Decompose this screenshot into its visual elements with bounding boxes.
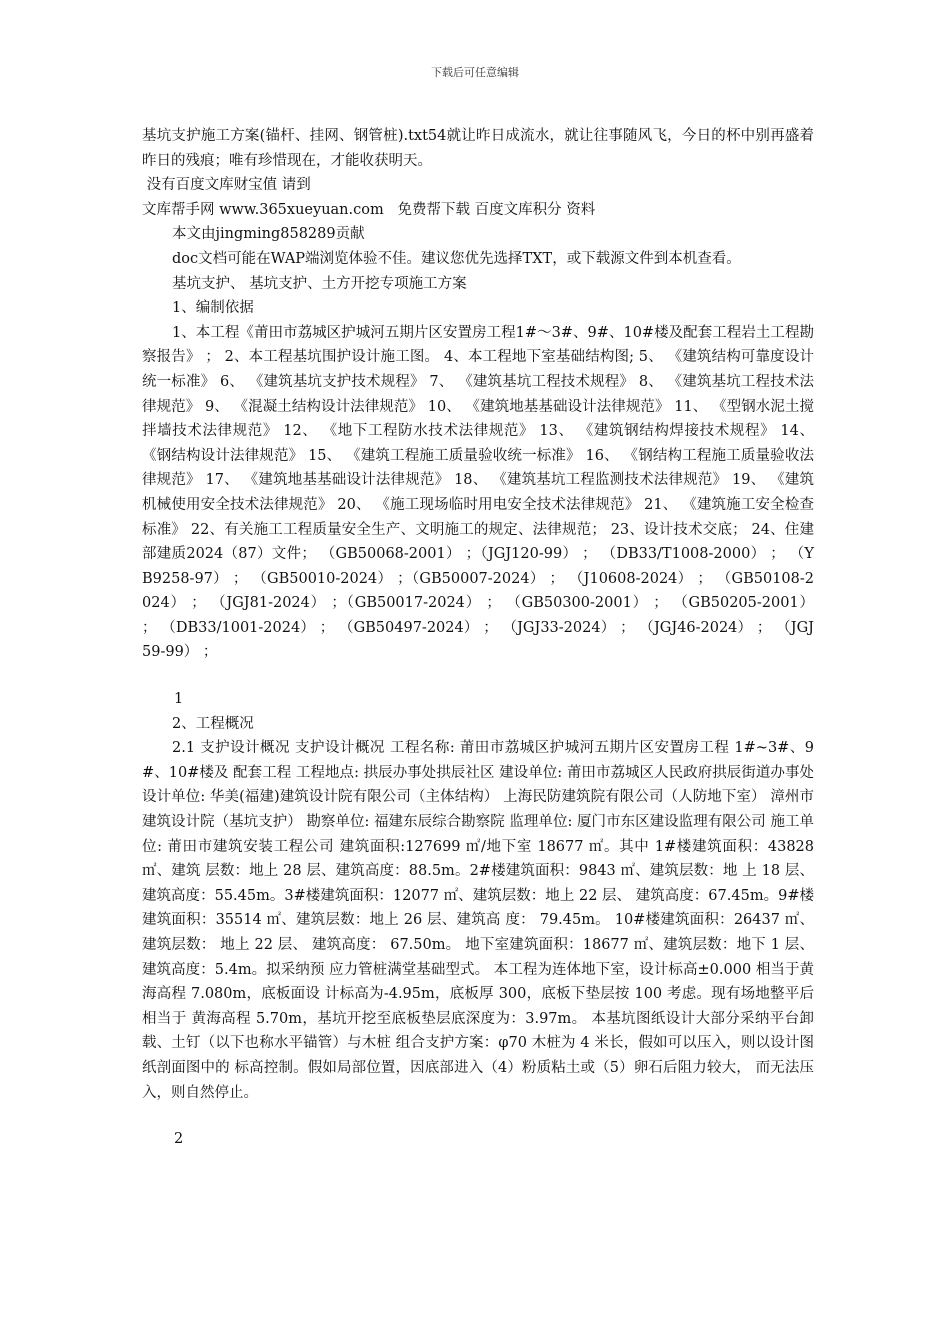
intro-paragraph: 基坑支护施工方案(锚杆、挂网、钢管桩).txt54就让昨日成流水，就让往事随风飞，今日的杯中别再盛着昨日的残痕；唯有珍惜现在，才能收获明天。 bbox=[142, 128, 814, 169]
page-header: 下载后可任意编辑 bbox=[431, 66, 519, 79]
doc-notice: doc文档可能在WAP端浏览体验不佳。建议您优先选择TXT，或下载源文件到本机查看。 bbox=[172, 250, 741, 267]
section-heading-basis: 1、编制依据 bbox=[172, 300, 254, 317]
page-number: 1 bbox=[174, 691, 184, 708]
basis-list-paragraph: 1、本工程《莆田市荔城区护城河五期片区安置房工程1#～3#、9#、10#楼及配套工程岩土工程勘察报告》 ； 2、本工程基坑围护设计施工图。 4、本工程地下室基础结构图; 5、 《建筑结构可靠度设计统一标准》 6、 《建筑基坑支护技术规程》 7、 《建筑基坑工程技术规程》 8、 《建筑基坑工程技术法律规范》 9、 《混凝土结构设计法律规范》 10、 《建筑地基基础设计法律规范》 11、 《型钢水泥土搅拌墙技术法律规范》 12、 《地下工程防水技术法律规范》 13、 《建筑钢结构焊接技术规程》 14、 《钢结构设计法律规范》 15、 《建筑工程施工质量验收统一标准》 16、 《钢结构工程施工质量验收法律规范》 17、 《建筑地基基础设计法律规范》 18、 《建筑基坑工程监测技术法律规范》 19、 《建筑机械使用安全技术法律规范》 20、 《施工现场临时用电安全技术法律规范》 21、 《建筑施工安全检查标准》 22、有关施工工程质量安全生产、文明施工的规定、法律规范； 23、设计技术交底； 24、住建部建质2024（87）文件； （GB50068-2001） ；（JGJ120-99） ； （DB33/T1008-2000） ； （YB9258-97） ； （GB50010-2024） ；（GB50007-2024） ； （J10608-2024） ； （GB50108-2024） ； （JGJ81-2024） ；（GB50017-2024） ； （GB50300-2001） ； （GB50205-2001） ； （DB33/1001-2024） ； （GB50497-2024） ； （JGJ33-2024） ； （JGJ46-2024） ； （JGJ59-99） ； bbox=[142, 324, 814, 661]
section-heading-overview: 2、工程概况 bbox=[172, 715, 254, 732]
page-number: 2 bbox=[174, 1131, 184, 1148]
contributor-line: 本文由jingming858289贡献 bbox=[172, 226, 365, 243]
document-title: 基坑支护、 基坑支护、土方开挖专项施工方案 bbox=[172, 275, 467, 292]
promo-line: 没有百度文库财宝值 请到 bbox=[142, 177, 311, 194]
overview-paragraph: 2.1 支护设计概况 支护设计概况 工程名称: 莆田市荔城区护城河五期片区安置房工程 1#~3#、9#、10#楼及 配套工程 工程地点: 拱辰办事处拱辰社区 建设单位: 莆田市荔城区人民政府拱辰街道办事处 设计单位: 华美(福建)建筑设计院有限公司（主体结构） 上海民防建筑院有限公司（人防地下室） 漳州市建筑设计院（基坑支护） 勘察单位: 福建东辰综合勘察院 监理单位: 厦门市东区建设监理有限公司 施工单位: 莆田市建筑安装工程公司 建筑面积:127699 ㎡/地下室 18677 ㎡。其中 1#楼建筑面积：43828 ㎡、建筑 层数：地上 28 层、建筑高度：88.5m。2#楼建筑面积：9843 ㎡、建筑层数：地 上 18 层、建筑高度：55.45m。3#楼建筑面积：12077 ㎡、建筑层数：地上 22 层、 建筑高度：67.45m。9#楼建筑面积：35514 ㎡、建筑层数：地上 26 层、建筑高 度： 79.45m。 10#楼建筑面积：26437 ㎡、 建筑层数： 地上 22 层、 建筑高度： 67.50m。 地下室建筑面积：18677 ㎡、建筑层数：地下 1 层、建筑高度：5.4m。拟采纳预 应力管桩满堂基础型式。 本工程为连体地下室，设计标高±0.000 相当于黄海高程 7.080m，底板面设 计标高为-4.95m，底板厚 300，底板下垫层按 100 考虑。现有场地整平后相当于 黄海高程 5.70m，基坑开挖至底板垫层底深度为：3.97m。 本基坑图纸设计大部分采纳平台卸载、土钉（以下也称水平锚管）与木桩 组合支护方案：φ70 木桩为 4 米长，假如可以压入，则以设计图纸剖面图中的 标高控制。假如局部位置，因底部进入（4）粉质粘土或（5）卵石后阻力较大， 而无法压入，则自然停止。 bbox=[142, 740, 814, 1101]
promo-site-line: 文库帮手网 www.365xueyuan.com 免费帮下载 百度文库积分 资料 bbox=[142, 201, 596, 218]
document-body bbox=[142, 124, 814, 1152]
